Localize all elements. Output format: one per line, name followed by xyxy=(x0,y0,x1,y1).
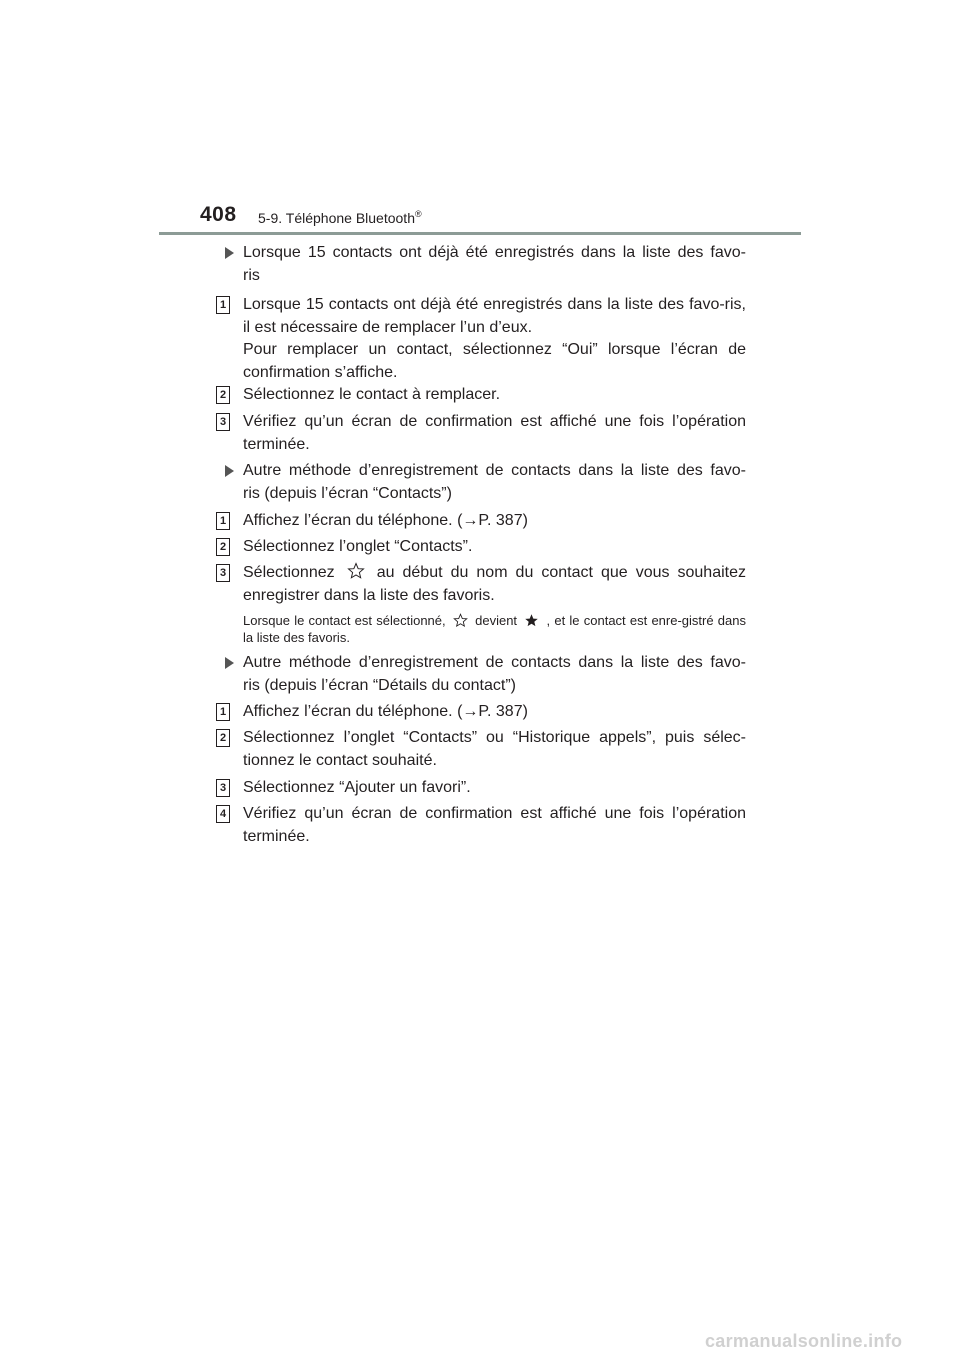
note-middle: devient xyxy=(475,613,518,628)
step-item xyxy=(219,727,746,772)
step-number: 1 xyxy=(216,512,230,530)
step-number: 2 xyxy=(216,729,230,747)
triangle-bullet-icon xyxy=(225,657,234,669)
step-item xyxy=(219,777,746,800)
star-filled-icon xyxy=(524,613,539,628)
step-number: 3 xyxy=(216,779,230,797)
section-title-text: 5-9. Téléphone Bluetooth xyxy=(258,210,415,226)
registered-mark: ® xyxy=(414,209,422,219)
step-number: 3 xyxy=(216,564,230,582)
bullet-heading-details xyxy=(243,652,746,697)
step-text: Sélectionnez “Ajouter un favori”. xyxy=(243,779,471,796)
bullet-line-2: ris (depuis l’écran “Contacts”) xyxy=(243,484,452,502)
step-text: Sélectionnez l’onglet “Contacts” ou “Historique appels”, puis sélec-tionnez le contact souhaité. xyxy=(243,729,746,769)
bullet-heading-contacts xyxy=(243,460,746,505)
triangle-bullet-icon xyxy=(225,247,234,259)
page-number: 408 xyxy=(200,203,237,226)
bullet-line-1: Lorsque 15 contacts ont déjà été enregistrés dans la liste des favo- xyxy=(243,244,746,261)
step-item xyxy=(219,384,746,407)
note-before: Lorsque le contact est sélectionné, xyxy=(243,613,446,628)
step-text: Affichez l’écran du téléphone. (→P. 387) xyxy=(243,703,528,720)
step-number: 2 xyxy=(216,538,230,556)
step-number: 1 xyxy=(216,296,230,314)
header-rule xyxy=(159,232,801,235)
step-text-continued: Pour remplacer un contact, sélectionnez “Oui” lorsque l’écran de confirmation s’affiche. xyxy=(243,341,746,381)
step-text-before: Sélectionnez xyxy=(243,564,335,581)
step-number: 1 xyxy=(216,703,230,721)
step-number: 4 xyxy=(216,805,230,823)
step-item xyxy=(219,294,746,384)
step-text: Vérifiez qu’un écran de confirmation est affiché une fois l’opération terminée. xyxy=(243,805,746,845)
step-text: Vérifiez qu’un écran de confirmation est affiché une fois l’opération terminée. xyxy=(243,413,746,453)
watermark: carmanualsonline.info xyxy=(705,1331,903,1351)
step-item xyxy=(219,510,746,533)
step-text-after: au début du nom du contact que vous souhaitez enregistrer dans la liste des favoris. xyxy=(243,564,746,604)
bullet-line-1: Autre méthode d’enregistrement de contacts dans la liste des favo- xyxy=(243,654,746,671)
note-text xyxy=(243,612,746,646)
star-outline-icon xyxy=(347,562,365,580)
step-item xyxy=(219,701,746,724)
step-text: Affichez l’écran du téléphone. (→P. 387) xyxy=(243,512,528,529)
step-text: Lorsque 15 contacts ont déjà été enregistrés dans la liste des favo-ris, il est nécessaire de remplacer l’un d’eux. xyxy=(243,296,746,336)
bullet-heading-replace xyxy=(243,242,746,287)
step-item xyxy=(219,411,746,456)
step-item xyxy=(219,536,746,559)
star-outline-icon xyxy=(453,613,468,628)
note-after: , et le contact est enre-gistré dans la liste des favoris. xyxy=(243,613,746,645)
step-number: 3 xyxy=(216,413,230,431)
step-number: 2 xyxy=(216,386,230,404)
bullet-line-2: ris xyxy=(243,266,260,284)
bullet-line-2: ris (depuis l’écran “Détails du contact”) xyxy=(243,676,516,694)
step-text: Sélectionnez l’onglet “Contacts”. xyxy=(243,538,473,555)
step-item xyxy=(219,562,746,607)
step-item xyxy=(219,803,746,848)
section-title xyxy=(258,209,422,226)
triangle-bullet-icon xyxy=(225,465,234,477)
step-text xyxy=(243,562,746,607)
step-text: Sélectionnez le contact à remplacer. xyxy=(243,386,501,403)
bullet-line-1: Autre méthode d’enregistrement de contacts dans la liste des favo- xyxy=(243,462,746,479)
